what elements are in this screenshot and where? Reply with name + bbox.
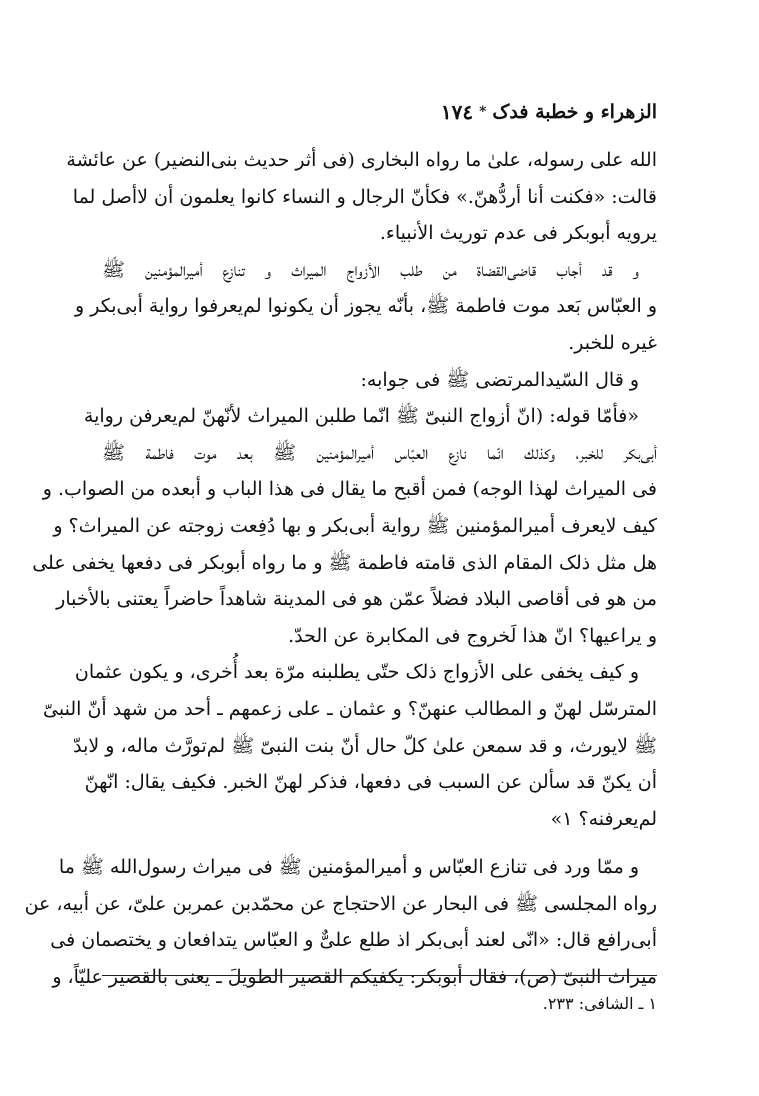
text-line: كيف لايعرف أميرالمؤمنين ﷺ رواية أبى‌بكر و بها دُفِعت زوجته عن الميراث؟ و [53,514,657,537]
text-line: غيره للخبر. [568,331,657,354]
text-line: لم‌يعرفنه؟ ١» [550,807,657,830]
text-line: فى الميراث لهذا الوجه) فمن أقبح ما يقال فى هذا الباب و أبعده من الصواب. و [42,478,657,501]
text-line: من هو فى أقاصى البلاد فضلاً عمّن هو فى المدينة شاهداً حاضراً يعتنى بالأخبار [56,588,657,611]
text-line: أبى‌رافع قال: «انّى لعند أبى‌بكر اذ طلع علىٌّ و العبّاس يتدافعان و يختصمان فى [50,929,657,952]
footnote-divider [102,975,657,976]
footnote: ١ ـ الشافى: ٢٣٣. [542,994,657,1013]
header-separator: * [479,104,487,120]
text-line: أبى‌بكر للخبر، وكذلك انّما نازع العبّاس أميرالمؤمنين ﷺ بعد موت فاطمة ﷺ [102,441,657,464]
text-line: هل مثل ذلک المقام الذى قامته فاطمة ﷺ و ما رواه أبوبكر فى دفعها يخفى على [32,551,657,574]
running-header [102,100,657,130]
text-line: ﷺ لايورث، و قد سمعن علىٰ كلّ حال أنّ بنت النبىّ ﷺ لم‌تورَّث ماله، و لابدّ [73,734,657,757]
page-number: ١٧٤ [440,100,474,124]
text-line: «فأمّا قوله: (انّ أزواج النبىّ ﷺ انّما طلبن الميراث لأنّهنّ لم‌يعرفن رواية [83,405,639,428]
paragraph [24,849,657,995]
text-line: و ممّا ورد فى تنازع العبّاس و أميرالمؤمنين ﷺ فى ميراث رسول‌الله ﷺ ما [58,856,639,879]
text-line: يرويه أبوبكر فى عدم توريث الأنبياء. [379,222,657,245]
text-line: ميراث النبىّ (ص)، فقال أبوبكر: يكفيكم القصير الطويلَ ـ يعنى بالقصير عليّاً، و [52,966,657,989]
paragraph [32,398,657,654]
text-line: و يراعيها؟ انّ هذا لَخروج فى المكابرة عن الحدّ. [288,624,657,647]
text-line: رواه المجلسى ﷺ فى البحار عن الاحتجاج عن محمّدبن عمربن علىّ، عن أبيه، عن [24,892,657,915]
text-line: قالت: «فكنت أنا أردُّهنّ.» فكأنّ الرجال و النساء كانوا يعلمون أن لاأصل لما [72,185,657,208]
paragraph [66,142,657,252]
paragraph [102,362,657,399]
paragraph [75,252,657,362]
text-line: المترسّل لهنّ و المطالب عنهنّ؟ و عثمان ـ على زعمهم ـ أحد من شهد أنّ النبىّ [43,697,657,720]
text-line: أن يكنّ قد سألن عن السبب فى دفعها، فذكر لهنّ الخبر. فكيف يقال: انّهنّ [84,771,657,794]
text-line: و العبّاس بَعد موت فاطمة ﷺ، بأنّه يجوز أن يكونوا لم‌يعرفوا رواية أبى‌بكر و [75,295,657,318]
paragraph [43,654,657,837]
text-line: و قد أجاب قاضى‌القضاة من طلب الأزواج الميراث و تنازع أميرالمؤمنين ﷺ [102,258,639,281]
text-line: و قال السّيدالمرتضى ﷺ فى جوابه: [360,368,639,391]
text-line: الله على رسوله، علىٰ ما رواه البخارى (فى أثر حديث بنى‌النضير) عن عائشة [66,149,657,171]
text-line: و كيف يخفى على الأزواج ذلک حتّى يطلبنه مرّة بعد أُخرى، و يكون عثمان [74,661,639,684]
body-text [24,142,657,996]
book-title: الزهراء و خطبة فدک [492,101,657,123]
